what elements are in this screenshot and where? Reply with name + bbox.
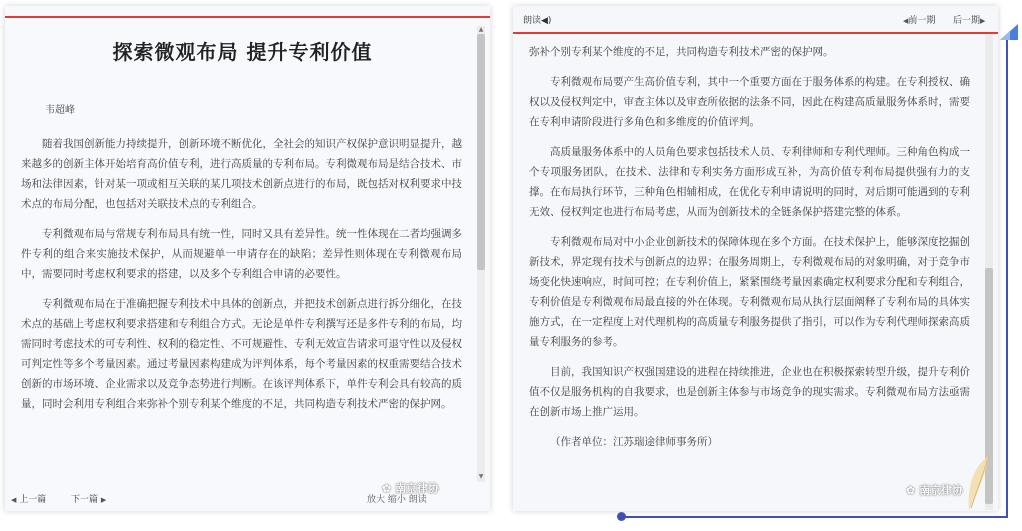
- decorative-line: [1006, 40, 1008, 516]
- scroll-down-icon[interactable]: ▼: [478, 473, 484, 480]
- prev-issue-link[interactable]: ◀前一期: [903, 16, 936, 26]
- paragraph: 专利微观布局对中小企业创新技术的保障体现在多个方面。在技术保护上，能够深度挖掘创新技术，界定现有技术与创新点的边界；在服务周期上，专利微观布局的对象明确，对于竞争市场变化快速响应，时间可控；在专利价值上，紧紧围绕考量因素确定权利要求分配和专利组合，专利价值是专利微观布局最直接的外在体现。专利微观布局从执行层面阐释了专利布局的具体实施方式，在一定程度上对代理机构的高质量专利服务提供了指引，可以作为专利代理师探索高质量专利服务的参考。: [529, 236, 970, 348]
- paragraph: 随着我国创新能力持续提升，创新环境不断优化，全社会的知识产权保护意识明显提升，越来越多的创新主体开始培育高价值专利，进行高质量的专利布局。专利微观布局是结合技术、市场和法律因素，针对某一项或相互关联的某几项技术创新点进行的布局，既包括对权利要求中技术点的布局分配，也包括对关联技术点的专利组合。: [21, 138, 462, 210]
- article-body: [21, 134, 462, 476]
- author-affiliation: （作者单位：江苏瑞途律师事务所）: [550, 436, 718, 448]
- read-aloud-button[interactable]: 朗读◀): [523, 16, 552, 26]
- left-article-page: [5, 6, 490, 511]
- wechat-icon: ✿: [906, 484, 916, 497]
- wechat-icon: ✿: [382, 482, 392, 495]
- right-article-page: [513, 6, 998, 511]
- triangle-left-icon: ◀: [11, 496, 17, 504]
- paragraph: 目前，我国知识产权强国建设的进程在持续推进，企业也在积极探索转型升级，提升专利价值不仅是服务机构的自我要求，也是创新主体参与市场竞争的现实需求。专利微观布局方法亟需在创新市场上推广运用。: [529, 366, 970, 418]
- toolbar-divider: [513, 32, 998, 34]
- page-title: 探索微观布局 提升专利价值: [112, 40, 373, 64]
- scrollbar-thumb[interactable]: [477, 34, 485, 270]
- title-divider: [5, 16, 490, 18]
- watermark: ✿ 南京律协: [382, 482, 440, 495]
- feather-icon: [963, 454, 995, 511]
- prev-article-link[interactable]: ◀ 上一篇: [11, 495, 47, 505]
- paragraph: 专利微观布局要产生高价值专利，其中一个重要方面在于服务体系的构建。在专利授权、确权以及侵权判定中，审查主体以及审查所依据的法条不同，因此在构建高质量服务体系时，需要在专利申请阶段进行多角色和多维度的价值评判。: [529, 76, 970, 128]
- decorative-line: [622, 516, 1008, 518]
- scroll-up-icon[interactable]: ▲: [478, 26, 484, 33]
- paragraph: 专利微观布局与常规专利布局具有统一性，同时又具有差异性。统一性体现在二者均强调多件专利的组合来实施技术保护，从而规避单一申请存在的缺陷；差异性则体现在专利微观布局中，需要同时考虑权利要求的搭建，以及多个专利组合申请的必要性。: [21, 228, 462, 280]
- reader-toolbar: [513, 6, 998, 32]
- zoom-read-controls[interactable]: 放大 缩小 朗读: [367, 495, 427, 505]
- paragraph: 弥补个别专利某个维度的不足，共同构造专利技术严密的保护网。: [529, 46, 834, 58]
- decorative-dot: [617, 512, 626, 521]
- speaker-icon: ◀): [541, 16, 552, 26]
- triangle-left-icon: ◀: [903, 17, 909, 25]
- triangle-right-icon: ▶: [100, 496, 107, 504]
- watermark: ✿ 南京律协: [906, 484, 964, 497]
- paragraph: 专利微观布局在于准确把握专利技术中具体的创新点，并把技术创新点进行拆分细化，在技术点的基础上考虑权利要求搭建和专利组合方式。无论是单件专利撰写还是多件专利的布局，均需同时考虑技术的可专利性、权利的稳定性、不可规避性、专利无效宣告请求可退守性以及侵权可判定性等多个考量因素。通过考量因素构建成为评判体系，每个考量因素的权重需要结合技术创新的市场环境、企业需求以及竞争态势进行判断。在该评判体系下，单件专利会具有较高的质量，同时会利用专利组合来弥补个别专利某个维度的不足，共同构造专利技术严密的保护网。: [21, 298, 462, 410]
- author-name: 韦超峰: [45, 105, 75, 116]
- triangle-right-icon: ▶: [980, 17, 986, 25]
- paragraph: 高质量服务体系中的人员角色要求包括技术人员、专利律师和专利代理师。三种角色构成一个专项服务团队，在技术、法律和专利实务方面形成互补，为高价值专利布局提供强有力的支撑。在布局执行环节，三种角色相辅相成，在优化专利申请说明的同时，对后期可能遇到的专利无效、侵权判定也进行布局考虑，从而为创新技术的全链条保护搭建完整的体系。: [529, 146, 970, 218]
- next-issue-link[interactable]: 后一期▶: [953, 16, 986, 26]
- next-article-link[interactable]: 下一篇 ▶: [71, 495, 107, 505]
- article-body: [529, 42, 970, 497]
- corner-triangle-icon: [1000, 24, 1018, 40]
